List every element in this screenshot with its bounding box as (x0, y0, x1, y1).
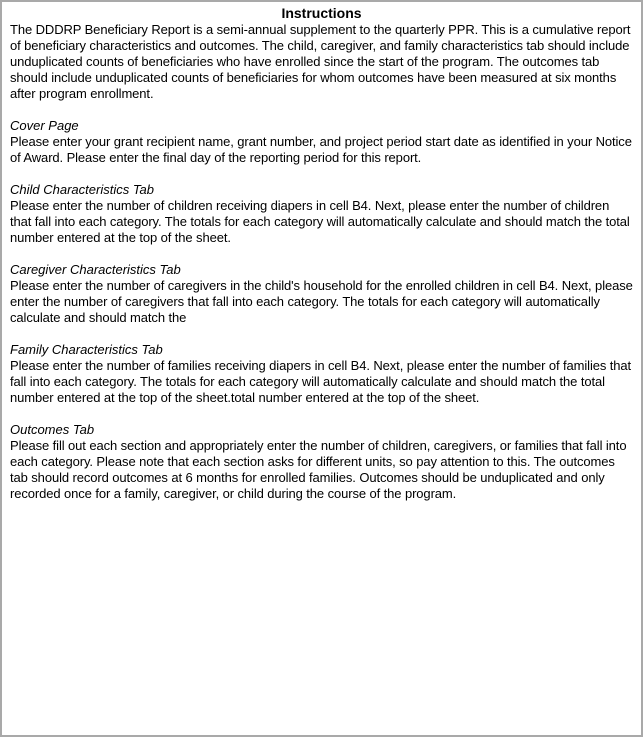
cover-page-heading: Cover Page (10, 118, 79, 133)
outcomes-paragraph: Please fill out each section and appropriately enter the number of children, caregivers, or families that fall into each category. Please note that each section asks for different units, so pay attention to this. The outcomes tab should record outcomes at 6 months for enrolled families. Outcomes should be unduplicated and only recorded once for a family, caregiver, or child during the course of the program. (10, 438, 627, 501)
child-characteristics-heading: Child Characteristics Tab (10, 182, 155, 197)
intro-paragraph: The DDDRP Beneficiary Report is a semi-annual supplement to the quarterly PPR. This is a cumulative report of beneficiary characteristics and outcomes. The child, caregiver, and family characteristics tab should include unduplicated counts of beneficiaries who have enrolled since the start of the program. The outcomes tab should include unduplicated counts of beneficiaries for whom outcomes have been measured at six months after program enrollment. (10, 22, 631, 101)
outcomes-heading: Outcomes Tab (10, 422, 95, 437)
family-characteristics-paragraph: Please enter the number of families receiving diapers in cell B4. Next, please enter the number of families that fall into each category. The totals for each category will automatically calculate and should match the total number entered at the top of the sheet.total number entered at the top of the sheet. (10, 358, 632, 405)
caregiver-characteristics-paragraph: Please enter the number of caregivers in the child's household for the enrolled children in cell B4. Next, please enter the number of caregivers that fall into each category. The totals for each category will automatically calculate and should match the (10, 278, 633, 325)
section-caregiver-characteristics (10, 262, 633, 326)
caregiver-characteristics-heading: Caregiver Characteristics Tab (10, 262, 181, 277)
section-intro (10, 22, 633, 102)
section-cover-page (10, 118, 633, 166)
section-family-characteristics (10, 342, 633, 406)
section-child-characteristics (10, 182, 633, 246)
page-title: Instructions (281, 5, 362, 21)
sheet-content-area (2, 2, 641, 502)
section-outcomes (10, 422, 633, 502)
cover-page-paragraph: Please enter your grant recipient name, grant number, and project period start date as identified in your Notice of Award. Please enter the final day of the reporting period for this report. (10, 134, 632, 165)
family-characteristics-heading: Family Characteristics Tab (10, 342, 163, 357)
child-characteristics-paragraph: Please enter the number of children receiving diapers in cell B4. Next, please enter the number of children that fall into each category. The totals for each category will automatically calculate and should match the total number entered at the top of the sheet. (10, 198, 630, 245)
